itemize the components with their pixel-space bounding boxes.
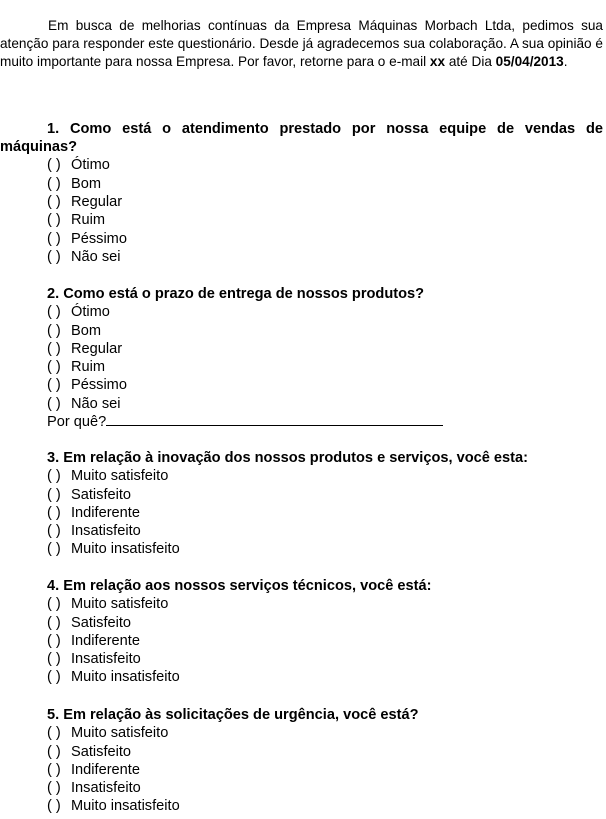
checkbox-paren[interactable]: ( ) (47, 632, 61, 649)
option-label: Muito insatisfeito (71, 669, 180, 686)
option-pessimo[interactable] (47, 376, 603, 394)
checkbox-paren[interactable]: ( ) (47, 322, 61, 339)
intro-text-deadline: até Dia (445, 54, 496, 70)
option-label: Ótimo (71, 157, 110, 174)
intro-paragraph (0, 17, 603, 72)
why-field (0, 413, 603, 431)
option-label: Indiferente (71, 761, 140, 778)
option-label: Satisfeito (71, 614, 132, 631)
checkbox-paren[interactable]: ( ) (47, 798, 61, 815)
option-label: Muito satisfeito (71, 725, 169, 742)
option-label: Ruim (71, 359, 106, 376)
intro-text: Em busca de melhorias contínuas da Empresa Máquinas Morbach Ltda, pedimos sua atenção para responder este questionário. Desde já agradecemos sua colaboração. A sua opinião é muito importante para nossa Empresa. Por favor, retorne para o e-mail (0, 18, 603, 70)
intro-period: . (563, 54, 568, 70)
option-label: Ótimo (71, 304, 110, 321)
option-label: Insatisfeito (71, 523, 141, 540)
option-bom[interactable] (47, 175, 603, 193)
option-label: Bom (71, 175, 102, 192)
question-5-title: 5. Em relação às solicitações de urgência, você está? (47, 707, 419, 723)
question-4-options (0, 595, 603, 686)
question-2-options (0, 303, 603, 413)
option-ruim[interactable] (47, 358, 603, 376)
checkbox-paren[interactable]: ( ) (47, 377, 61, 394)
checkbox-paren[interactable]: ( ) (47, 596, 61, 613)
option-muito-satisfeito[interactable] (47, 595, 603, 613)
intro-email: xx (429, 54, 446, 70)
option-muito-satisfeito[interactable] (47, 467, 603, 485)
option-label: Péssimo (71, 377, 127, 394)
option-regular[interactable] (47, 340, 603, 358)
option-muito-insatisfeito[interactable] (47, 540, 603, 558)
checkbox-paren[interactable]: ( ) (47, 157, 61, 174)
option-label: Não sei (71, 248, 121, 265)
question-3-options (0, 467, 603, 558)
checkbox-paren[interactable]: ( ) (47, 780, 61, 797)
checkbox-paren[interactable]: ( ) (47, 468, 61, 485)
option-ruim[interactable] (47, 211, 603, 229)
checkbox-paren[interactable]: ( ) (47, 614, 61, 631)
checkbox-paren[interactable]: ( ) (47, 230, 61, 247)
checkbox-paren[interactable]: ( ) (47, 669, 61, 686)
checkbox-paren[interactable]: ( ) (47, 212, 61, 229)
option-indiferente[interactable] (47, 632, 603, 650)
option-pessimo[interactable] (47, 230, 603, 248)
checkbox-paren[interactable]: ( ) (47, 743, 61, 760)
option-muito-satisfeito[interactable] (47, 724, 603, 742)
option-label: Muito satisfeito (71, 596, 169, 613)
checkbox-paren[interactable]: ( ) (47, 359, 61, 376)
option-nao-sei[interactable] (47, 395, 603, 413)
option-regular[interactable] (47, 193, 603, 211)
question-1-title: 1. Como está o atendimento prestado por nossa equipe de vendas de máquinas? (0, 121, 603, 156)
option-label: Péssimo (71, 230, 127, 247)
checkbox-paren[interactable]: ( ) (47, 395, 61, 412)
why-answer-line[interactable] (106, 413, 443, 426)
option-label: Muito satisfeito (71, 468, 169, 485)
checkbox-paren[interactable]: ( ) (47, 541, 61, 558)
question-4 (0, 577, 603, 687)
option-satisfeito[interactable] (47, 614, 603, 632)
option-label: Indiferente (71, 632, 140, 649)
question-3 (0, 449, 603, 559)
question-3-title: 3. Em relação à inovação dos nossos produtos e serviços, você esta: (47, 450, 528, 466)
question-5-options (0, 724, 603, 815)
option-label: Insatisfeito (71, 651, 141, 668)
checkbox-paren[interactable]: ( ) (47, 761, 61, 778)
question-2-title: 2. Como está o prazo de entrega de nossos produtos? (47, 286, 425, 302)
option-label: Satisfeito (71, 486, 132, 503)
option-indiferente[interactable] (47, 504, 603, 522)
checkbox-paren[interactable]: ( ) (47, 175, 61, 192)
option-insatisfeito[interactable] (47, 650, 603, 668)
checkbox-paren[interactable]: ( ) (47, 486, 61, 503)
option-label: Muito insatisfeito (71, 541, 180, 558)
question-4-title: 4. Em relação aos nossos serviços técnicos, você está: (47, 578, 432, 594)
checkbox-paren[interactable]: ( ) (47, 304, 61, 321)
option-label: Não sei (71, 395, 121, 412)
option-muito-insatisfeito[interactable] (47, 668, 603, 686)
option-insatisfeito[interactable] (47, 522, 603, 540)
intro-date: 05/04/2013 (495, 54, 564, 70)
option-label: Bom (71, 322, 102, 339)
question-1 (0, 120, 603, 266)
question-2 (0, 285, 603, 431)
option-label: Muito insatisfeito (71, 798, 180, 815)
checkbox-paren[interactable]: ( ) (47, 523, 61, 540)
option-label: Satisfeito (71, 743, 132, 760)
checkbox-paren[interactable]: ( ) (47, 248, 61, 265)
checkbox-paren[interactable]: ( ) (47, 340, 61, 357)
checkbox-paren[interactable]: ( ) (47, 651, 61, 668)
option-otimo[interactable] (47, 156, 603, 174)
option-label: Regular (71, 194, 123, 210)
option-insatisfeito[interactable] (47, 779, 603, 797)
checkbox-paren[interactable]: ( ) (47, 194, 61, 210)
option-nao-sei[interactable] (47, 248, 603, 266)
option-satisfeito[interactable] (47, 743, 603, 761)
option-label: Ruim (71, 212, 106, 229)
checkbox-paren[interactable]: ( ) (47, 504, 61, 521)
option-muito-insatisfeito[interactable] (47, 797, 603, 815)
option-indiferente[interactable] (47, 761, 603, 779)
question-1-options (0, 156, 603, 266)
option-otimo[interactable] (47, 303, 603, 321)
option-label: Indiferente (71, 504, 140, 521)
question-5 (0, 706, 603, 816)
option-satisfeito[interactable] (47, 486, 603, 504)
option-label: Insatisfeito (71, 780, 141, 797)
option-bom[interactable] (47, 322, 603, 340)
option-label: Regular (71, 340, 123, 357)
why-label: Por quê? (47, 413, 107, 430)
checkbox-paren[interactable]: ( ) (47, 725, 61, 742)
